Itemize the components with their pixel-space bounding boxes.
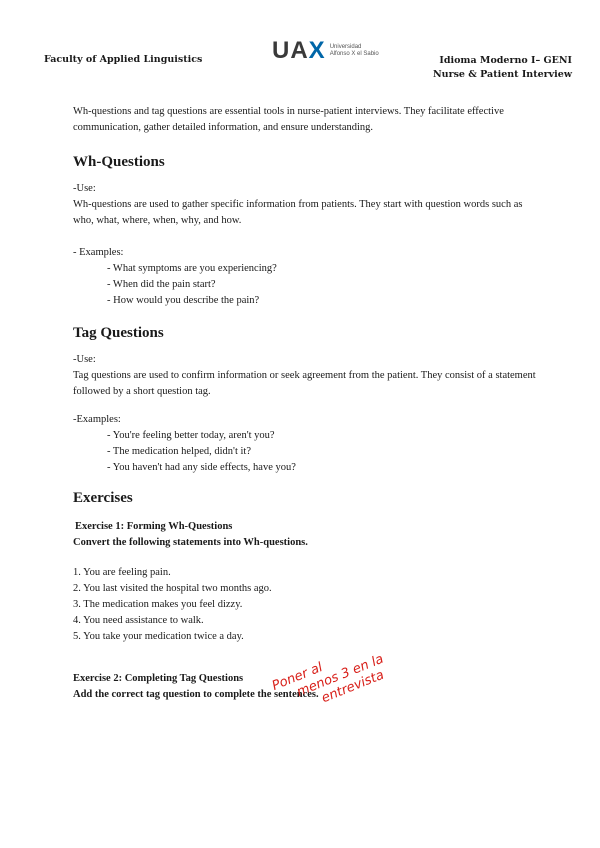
wh-use-text: Wh-questions are used to gather specific information from patients. They start with question words such as who, what, where, when, why, and how. bbox=[73, 199, 523, 226]
tag-example: - The medication helped, didn't it? bbox=[107, 446, 251, 457]
exercise-1-item: 2. You last visited the hospital two months ago. bbox=[73, 583, 272, 594]
exercise-2-instruction: Add the correct tag question to complete the sentences. bbox=[73, 689, 319, 700]
wh-example: - What symptoms are you experiencing? bbox=[107, 263, 277, 274]
intro-paragraph: Wh-questions and tag questions are essential tools in nurse-patient interviews. They facilitate effective communication, gather detailed information, and ensure understanding. bbox=[73, 106, 504, 133]
exercise-2-title: Exercise 2: Completing Tag Questions bbox=[73, 673, 244, 684]
course-info bbox=[433, 54, 572, 82]
tag-use-label: -Use: bbox=[73, 354, 96, 365]
exercise-1-title: Exercise 1: Forming Wh-Questions bbox=[75, 521, 233, 532]
faculty-name: Faculty of Applied Linguistics bbox=[44, 54, 203, 65]
wh-example: - When did the pain start? bbox=[107, 279, 216, 290]
course-title: Idioma Moderno I– GENI bbox=[439, 55, 572, 66]
tag-use-text: Tag questions are used to confirm information or seek agreement from the patient. They consist of a statement followed by a short question tag. bbox=[73, 370, 536, 397]
exercise-1-item: 3. The medication makes you feel dizzy. bbox=[73, 599, 243, 610]
exercises-heading: Exercises bbox=[73, 490, 133, 506]
university-logo bbox=[272, 38, 392, 64]
document-body bbox=[73, 104, 543, 703]
exercise-1-item: 1. You are feeling pain. bbox=[73, 567, 171, 578]
tag-example: - You're feeling better today, aren't you? bbox=[107, 430, 275, 441]
exercise-1-item: 4. You need assistance to walk. bbox=[73, 615, 204, 626]
wh-use-label: -Use: bbox=[73, 183, 96, 194]
tag-heading: Tag Questions bbox=[73, 325, 164, 341]
exercise-1-item: 5. You take your medication twice a day. bbox=[73, 631, 244, 642]
exercise-1-instruction: Convert the following statements into Wh-questions. bbox=[73, 537, 308, 548]
tag-example: - You haven't had any side effects, have you? bbox=[107, 462, 296, 473]
handwritten-annotation: Poner al menos 3 en la entrevista bbox=[270, 651, 387, 722]
wh-heading: Wh-Questions bbox=[73, 154, 165, 170]
logo-mark: UAX bbox=[272, 37, 326, 64]
course-subtitle: Nurse & Patient Interview bbox=[432, 69, 572, 80]
wh-examples-label: - Examples: bbox=[73, 247, 124, 258]
logo-subtitle: Universidad Alfonso X el Sabio bbox=[329, 44, 379, 57]
wh-example: - How would you describe the pain? bbox=[107, 295, 260, 306]
tag-examples-label: -Examples: bbox=[73, 414, 121, 425]
